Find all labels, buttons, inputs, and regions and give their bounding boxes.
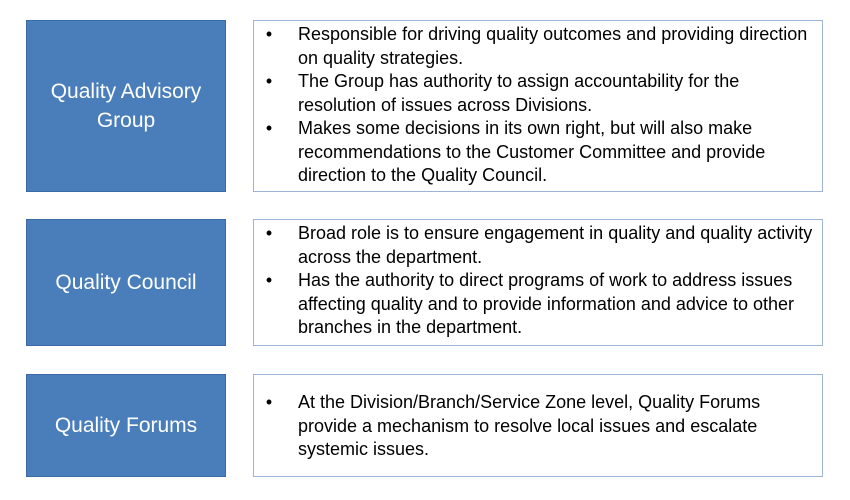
group-label: Quality Forums <box>54 414 198 437</box>
bullet-icon: • <box>265 71 273 91</box>
bullet-list <box>254 222 814 340</box>
group-description-box <box>253 374 823 477</box>
bullet-item: • The Group has authority to assign accountability for the resolution of issues across Divisions. <box>254 70 814 117</box>
bullet-icon: • <box>265 392 273 412</box>
bullet-item: • Makes some decisions in its own right, but will also make recommendations to the Customer Committee and provide direction to the Quality Council. <box>254 117 814 188</box>
bullet-icon: • <box>265 270 273 290</box>
group-label: Quality Council <box>55 271 197 294</box>
group-description-box <box>253 219 823 346</box>
bullet-list <box>254 23 814 188</box>
bullet-item: • Broad role is to ensure engagement in quality and quality activity across the department. <box>254 222 814 269</box>
bullet-item: • Has the authority to direct programs of work to address issues affecting quality and to provide information and advice to other branches in the department. <box>254 269 814 340</box>
group-label-box <box>26 20 226 192</box>
bullet-icon: • <box>265 24 273 44</box>
group-label-box <box>26 219 226 346</box>
bullet-list <box>254 391 814 462</box>
group-label: Quality Advisory Group <box>50 80 202 132</box>
group-description-box <box>253 20 823 192</box>
bullet-icon: • <box>265 223 273 243</box>
group-label-box <box>26 374 226 477</box>
bullet-item: • Responsible for driving quality outcomes and providing direction on quality strategies. <box>254 23 814 70</box>
bullet-item: • At the Division/Branch/Service Zone level, Quality Forums provide a mechanism to resolve local issues and escalate systemic issues. <box>254 391 814 462</box>
bullet-icon: • <box>265 118 273 138</box>
